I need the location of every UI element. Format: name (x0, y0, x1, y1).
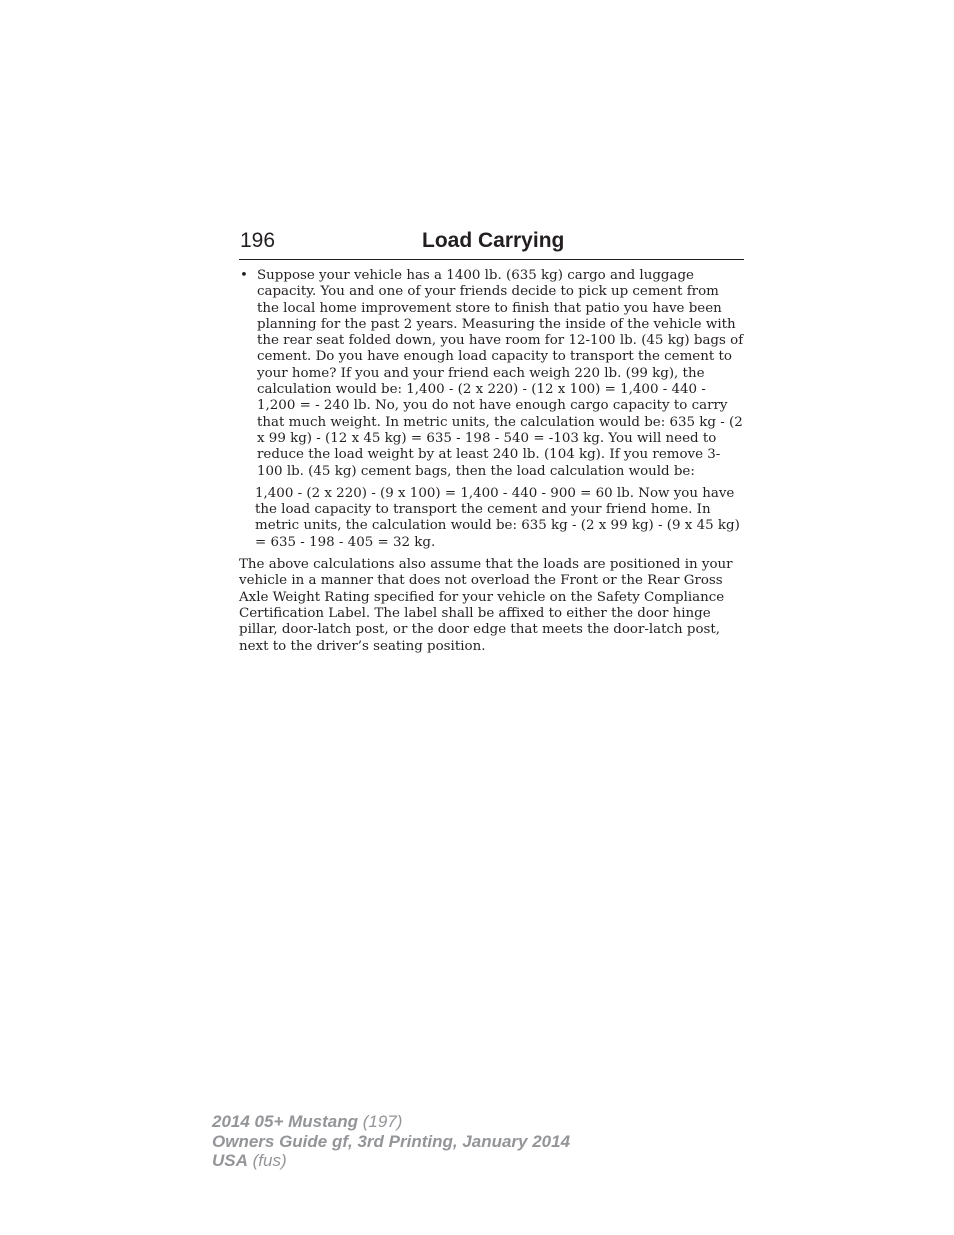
footer-model: 2014 05+ Mustang (212, 1112, 358, 1131)
page-footer (212, 1112, 570, 1171)
body-paragraph: The above calculations also assume that the loads are positioned in your vehicle in a manner that does not overload the Front or the Rear Gross Axle Weight Rating specified for your vehicle on the Safety Compliance Certification Label. The label shall be affixed to either the door hinge pillar, door-latch post, or the door edge that meets the door-latch post, next to the driver’s seating position. (239, 557, 733, 654)
footer-page-ref: (197) (362, 1112, 403, 1131)
bullet-text: Suppose your vehicle has a 1400 lb. (635 kg) cargo and luggage capacity. You and one of your friends decide to pick up cement from the local home improvement store to finish that patio you have been planning for the past 2 years. Measuring the inside of the vehicle with the rear seat folded down, you have room for 12-100 lb. (45 kg) bags of cement. Do you have enough load capacity to transport the cement to your home? If you and your friend each weigh 220 lb. (99 kg), the calculation would be: 1,400 - (2 x 220) - (12 x 100) = 1,400 - 440 - 1,200 = - 240 lb. No, you do not have enough cargo capacity to carry that much weight. In metric units, the calculation would be: 635 kg - (2 x 99 kg) - (12 x 45 kg) = 635 - 198 - 540 = -103 kg. You will need to reduce the load weight by at least 240 lb. (104 kg). If you remove 3-100 lb. (45 kg) cement bags, then the load calculation would be: (257, 268, 744, 479)
footer-code: (fus) (252, 1151, 287, 1170)
footer-line-1 (212, 1112, 570, 1132)
footer-line-2 (212, 1132, 570, 1152)
footer-market: USA (212, 1151, 248, 1170)
footer-line-3 (212, 1151, 570, 1171)
bullet-item (239, 268, 744, 480)
section-title: Load Carrying (422, 229, 565, 252)
page-header (239, 228, 744, 260)
bullet-icon: • (240, 268, 248, 283)
footer-guide: Owners Guide gf, 3rd Printing, January 2014 (212, 1131, 571, 1151)
page-number: 196 (240, 229, 276, 252)
bullet-continuation: 1,400 - (2 x 220) - (9 x 100) = 1,400 - 440 - 900 = 60 lb. Now you have the load capacity to transport the cement and your friend home. In metric units, the calculation would be: 635 kg - (2 x 99 kg) - (9 x 45 kg) = 635 - 198 - 405 = 32 kg. (255, 485, 740, 550)
page-content (239, 268, 744, 655)
